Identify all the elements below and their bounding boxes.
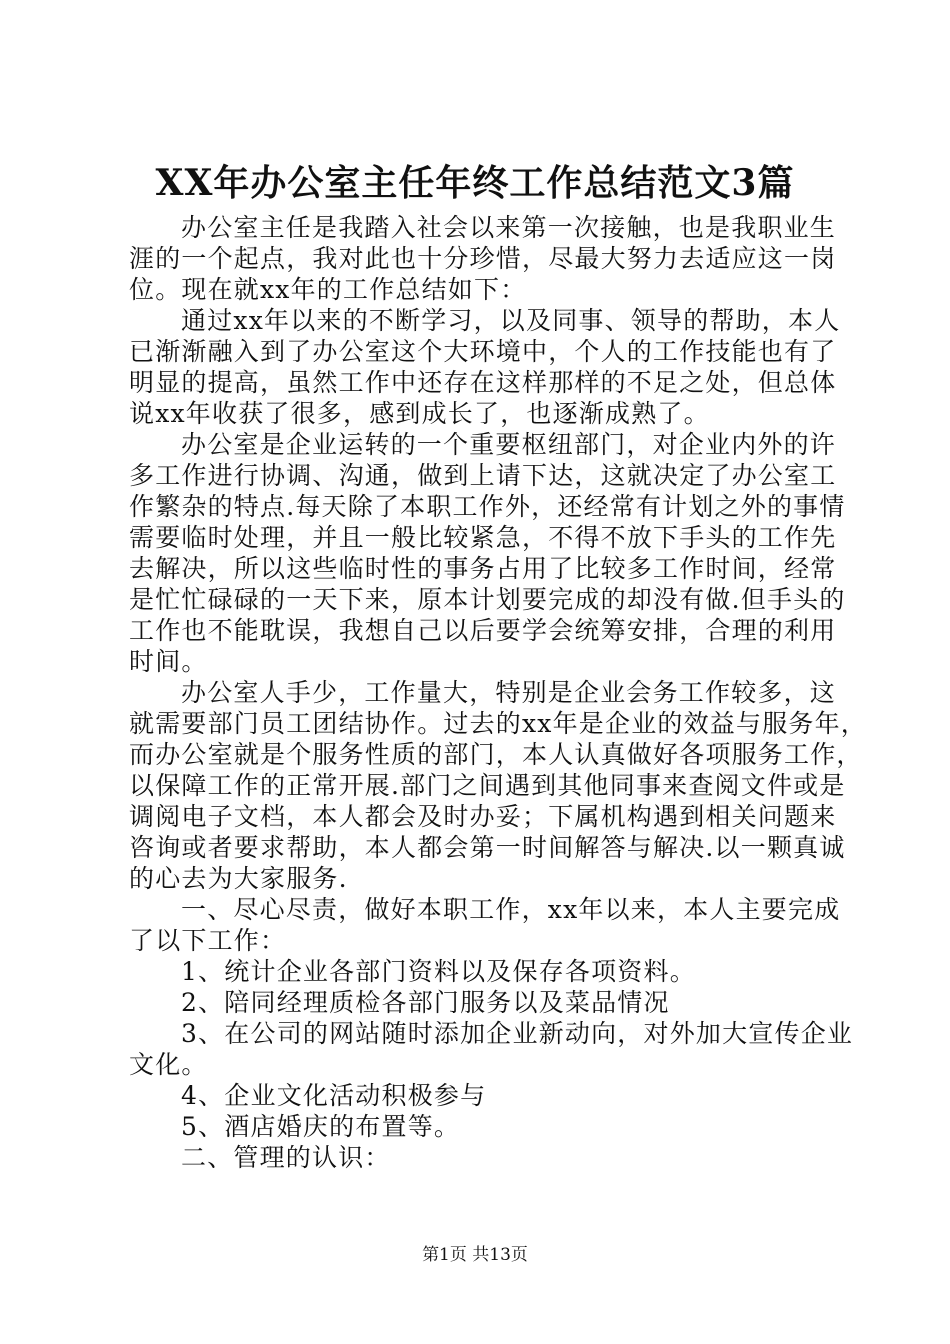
body-text-line: 的心去为大家服务. — [129, 864, 348, 893]
body-text-line: 时间。 — [129, 647, 208, 676]
body-text-line: 一、尽心尽责，做好本职工作，xx年以来，本人主要完成 — [181, 895, 841, 924]
body-text-line: 涯的一个起点，我对此也十分珍惜，尽最大努力去适应这一岗 — [129, 244, 837, 273]
body-text-line: 是忙忙碌碌的一天下来，原本计划要完成的却没有做.但手头的 — [129, 585, 846, 614]
body-text-line: 多工作进行协调、沟通，做到上请下达，这就决定了办公室工 — [129, 461, 837, 490]
body-text-line: 说xx年收获了很多，感到成长了，也逐渐成熟了。 — [129, 399, 710, 428]
body-text-line: 位。现在就xx年的工作总结如下： — [129, 275, 527, 304]
body-text-line: 作繁杂的特点.每天除了本职工作外，还经常有计划之外的事情 — [129, 492, 846, 521]
body-text-line: 而办公室就是个服务性质的部门，本人认真做好各项服务工作， — [129, 740, 863, 769]
body-text-line: 办公室主任是我踏入社会以来第一次接触，也是我职业生 — [181, 213, 837, 242]
body-text-line: 明显的提高，虽然工作中还存在这样那样的不足之处，但总体 — [129, 368, 837, 397]
body-text-line: 就需要部门员工团结协作。过去的xx年是企业的效益与服务年， — [129, 709, 868, 738]
body-text-line: 办公室是企业运转的一个重要枢纽部门，对企业内外的许 — [181, 430, 837, 459]
body-text-line: 去解决，所以这些临时性的事务占用了比较多工作时间，经常 — [129, 554, 837, 583]
body-text-line: 通过xx年以来的不断学习，以及同事、领导的帮助，本人 — [181, 306, 841, 335]
document-title: XX年办公室主任年终工作总结范文3篇 — [155, 162, 795, 204]
body-text-line: 调阅电子文档，本人都会及时办妥；下属机构遇到相关问题来 — [129, 802, 837, 831]
body-text-line: 以保障工作的正常开展.部门之间遇到其他同事来查阅文件或是 — [129, 771, 846, 800]
body-text-line: 4、企业文化活动积极参与 — [181, 1081, 487, 1110]
body-text-line: 办公室人手少，工作量大，特别是企业会务工作较多，这 — [181, 678, 837, 707]
body-text-line: 5、酒店婚庆的布置等。 — [181, 1112, 461, 1141]
body-text-line: 已渐渐融入到了办公室这个大环境中，个人的工作技能也有了 — [129, 337, 837, 366]
body-text-line: 2、陪同经理质检各部门服务以及菜品情况 — [181, 988, 670, 1017]
page-footer: 第1页 共13页 — [422, 1245, 528, 1265]
body-text-line: 工作也不能耽误，我想自己以后要学会统筹安排，合理的利用 — [129, 616, 837, 645]
body-text-line: 3、在公司的网站随时添加企业新动向，对外加大宣传企业 — [181, 1019, 854, 1048]
body-text-line: 需要临时处理，并且一般比较紧急，不得不放下手头的工作先 — [129, 523, 837, 552]
body-text-line: 二、管理的认识： — [181, 1143, 391, 1172]
body-text-line: 1、统计企业各部门资料以及保存各项资料。 — [181, 957, 696, 986]
body-text-line: 了以下工作： — [129, 926, 287, 955]
body-text-line: 咨询或者要求帮助，本人都会第一时间解答与解决.以一颗真诚 — [129, 833, 846, 862]
document-body — [129, 212, 868, 1173]
body-text-line: 文化。 — [129, 1050, 208, 1079]
